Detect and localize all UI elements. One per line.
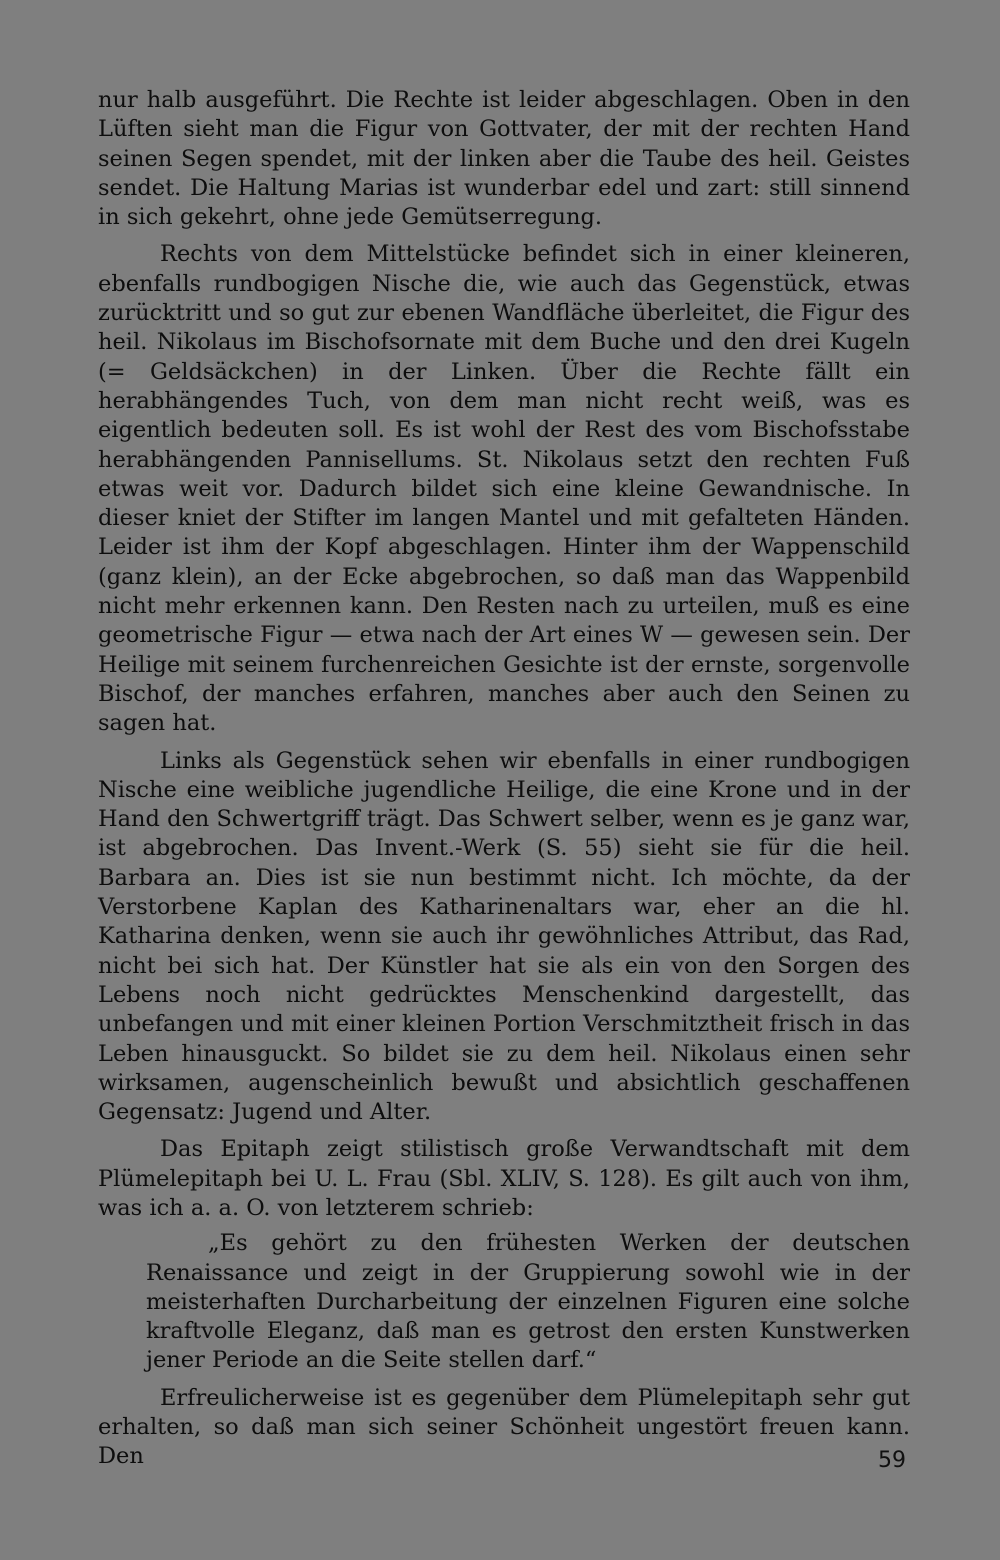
closing-paragraph: Erfreulicherweise ist es gegenüber dem Plümelepitaph sehr gut erhalten, so daß man sich seiner Schönheit ungestört freuen kann. Den [98,1384,910,1470]
block-quote: „Es gehört zu den frühesten Werken der deutschen Renaissance und zeigt in der Gruppierung sowohl wie in der meisterhaften Durcharbeitung der einzelnen Figuren eine solche kraftvolle Eleganz, daß man es getrost den ersten Kunstwerken jener Periode an die Seite stellen darf.“ [146,1230,910,1374]
page-body [98,86,910,1472]
paragraph-4: Das Epitaph zeigt stilistisch große Verwandtschaft mit dem Plümelepitaph bei U. L. Frau (Sbl. XLIV, S. 128). Es gilt auch von ihm, was ich a. a. O. von letzterem schrieb: [98,1136,910,1221]
page-number: 59 [878,1448,906,1473]
paragraph-2: Rechts von dem Mittelstücke befindet sich in einer kleineren, ebenfalls rundbogigen Nische die, wie auch das Gegenstück, etwas zurücktritt und so gut zur ebenen Wandfläche überleitet, die Figur des heil. Nikolaus im Bischofsornate mit dem Buche und den drei Kugeln (= Geldsäckchen) in der Linken. Über die Rechte fällt ein herabhängendes Tuch, von dem man nicht recht weiß, was es eigentlich bedeuten soll. Es ist wohl der Rest des vom Bischofsstabe herabhängenden Pannisellums. St. Nikolaus setzt den rechten Fuß etwas weit vor. Dadurch bildet sich eine kleine Gewandnische. In dieser kniet der Stifter im langen Mantel und mit gefalteten Händen. Leider ist ihm der Kopf abgeschlagen. Hinter ihm der Wappenschild (ganz klein), an der Ecke abgebrochen, so daß man das Wappenbild nicht mehr erkennen kann. Den Resten nach zu urteilen, muß es eine geometrische Figur — etwa nach der Art eines W — gewesen sein. Der Heilige mit seinem furchenreichen Gesichte ist der ernste, sorgenvolle Bischof, der manches erfahren, manches aber auch den Seinen zu sagen hat. [98,241,910,737]
paragraph-1: nur halb ausgeführt. Die Rechte ist leider abgeschlagen. Oben in den Lüften sieht man die Figur von Gottvater, der mit der rechten Hand seinen Segen spendet, mit der linken aber die Taube des heil. Geistes sendet. Die Haltung Marias ist wunderbar edel und zart: still sinnend in sich gekehrt, ohne jede Gemütserregung. [98,87,910,231]
paragraph-3: Links als Gegenstück sehen wir ebenfalls in einer rundbogigen Nische eine weibliche jugendliche Heilige, die eine Krone und in der Hand den Schwertgriff trägt. Das Schwert selber, wenn es je ganz war, ist abgebrochen. Das Invent.-Werk (S. 55) sieht sie für die heil. Barbara an. Dies ist sie nun bestimmt nicht. Ich möchte, da der Verstorbene Kaplan des Katharinenaltars war, eher an die hl. Katharina denken, wenn sie auch ihr gewöhnliches Attribut, das Rad, nicht bei sich hat. Der Künstler hat sie als ein von den Sorgen des Lebens noch nicht gedrücktes Menschenkind dargestellt, das unbefangen und mit einer kleinen Portion Verschmitztheit frisch in das Leben hinausguckt. So bildet sie zu dem heil. Nikolaus einen sehr wirksamen, augenscheinlich bewußt und absichtlich geschaffenen Gegensatz: Jugend und Alter. [98,747,910,1126]
